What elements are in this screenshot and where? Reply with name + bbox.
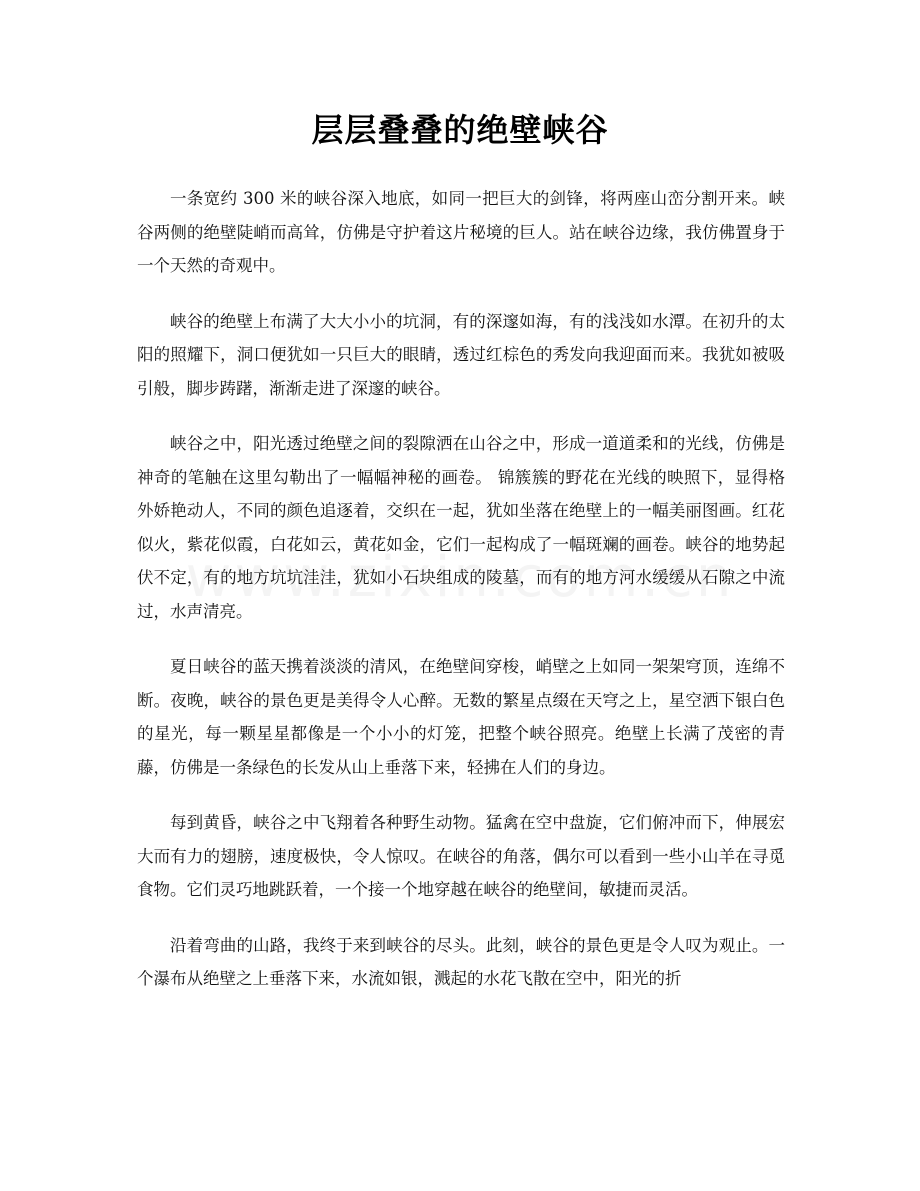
paragraph: 沿着弯曲的山路，我终于来到峡谷的尽头。此刻，峡谷的景色更是令人叹为观止。一个瀑布从绝壁之上垂落下来，水流如银，溅起的水花飞散在空中，阳光的折	[137, 935, 785, 988]
document-body	[137, 182, 785, 1018]
paragraph: 每到黄昏，峡谷之中飞翔着各种野生动物。猛禽在空中盘旋，它们俯冲而下，伸展宏大而有力的翅膀，速度极快，令人惊叹。在峡谷的角落，偶尔可以看到一些小山羊在寻觅食物。它们灵巧地跳跃着，一个接一个地穿越在峡谷的绝壁间，敏捷而灵活。	[137, 813, 785, 899]
document-title: 层层叠叠的绝壁峡谷	[311, 111, 609, 149]
paragraph: 峡谷之中，阳光透过绝壁之间的裂隙洒在山谷之中，形成一道道柔和的光线，仿佛是神奇的笔触在这里勾勒出了一幅幅神秘的画卷。 锦簇簇的野花在光线的映照下，显得格外娇艳动人，不同的颜色追逐着，交织在一起，犹如坐落在绝壁上的一幅美丽图画。红花似火，紫花似霞，白花如云，黄花如金，它们一起构成了一幅斑斓的画卷。峡谷的地势起伏不定，有的地方坑坑洼洼，犹如小石块组成的陵墓，而有的地方河水缓缓从石隙之中流过，水声清亮。	[137, 434, 785, 621]
paragraph: 夏日峡谷的蓝天携着淡淡的清风，在绝壁间穿梭，峭壁之上如同一架架穹顶，连绵不断。夜晚，峡谷的景色更是美得令人心醉。无数的繁星点缀在天穹之上，星空洒下银白色的星光，每一颗星星都像是一个小小的灯笼，把整个峡谷照亮。绝壁上长满了茂密的青藤，仿佛是一条绿色的长发从山上垂落下来，轻拂在人们的身边。	[137, 657, 785, 777]
paragraph: 一条宽约 300 米的峡谷深入地底，如同一把巨大的剑锋，将两座山峦分割开来。峡谷两侧的绝壁陡峭而高耸，仿佛是守护着这片秘境的巨人。站在峡谷边缘，我仿佛置身于一个天然的奇观中。	[137, 189, 785, 275]
paragraph: 峡谷的绝壁上布满了大大小小的坑洞，有的深邃如海，有的浅浅如水潭。在初升的太阳的照耀下，洞口便犹如一只巨大的眼睛，透过红棕色的秀发向我迎面而来。我犹如被吸引般，脚步踌躇，渐渐走进了深邃的峡谷。	[137, 311, 785, 398]
